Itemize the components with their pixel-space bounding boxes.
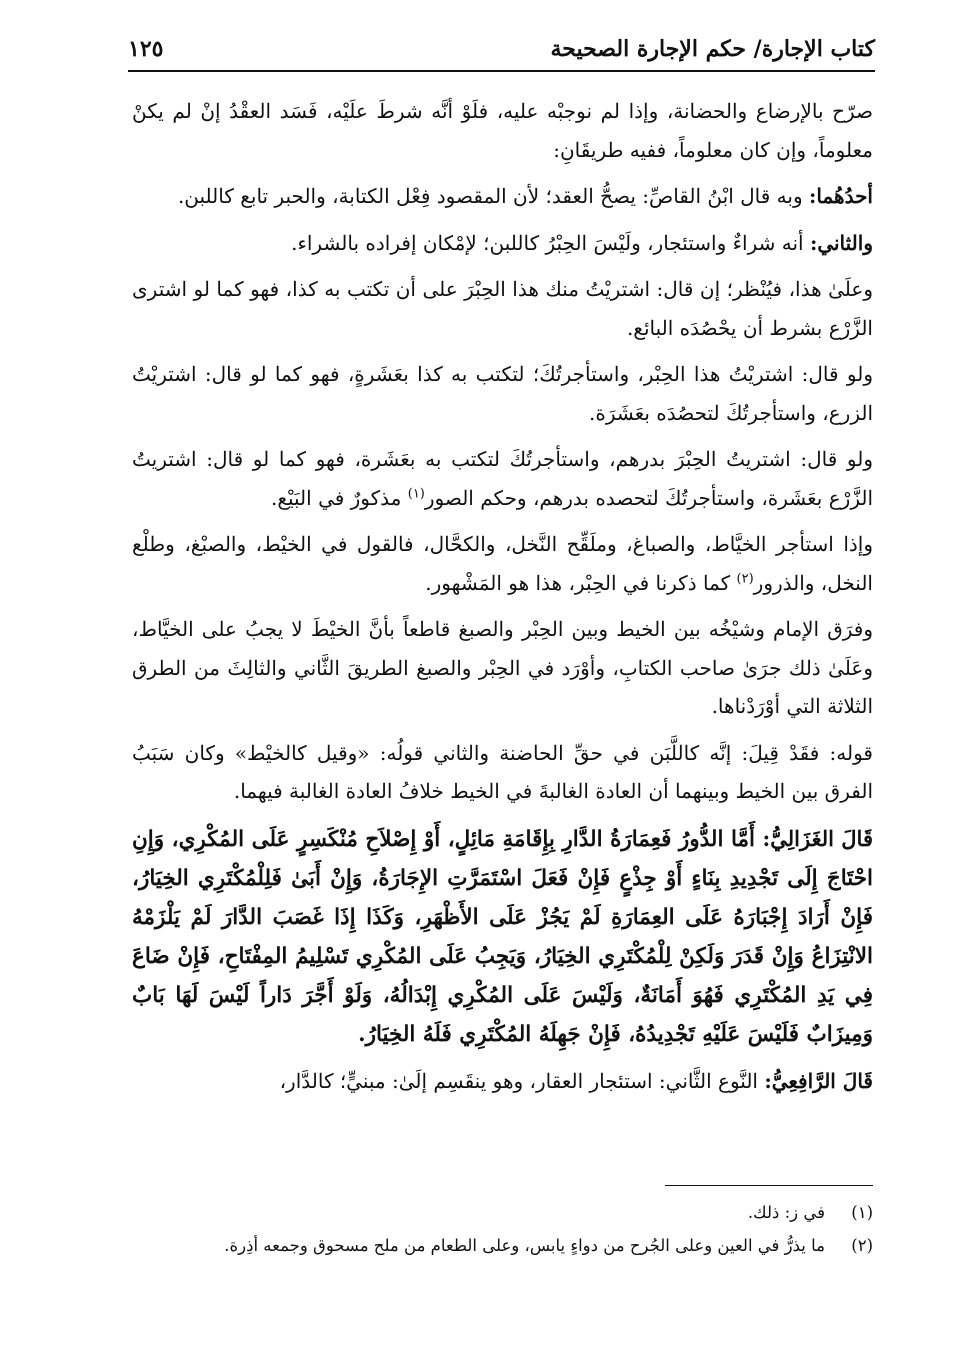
footnote-number: (٢) xyxy=(851,1236,873,1255)
running-header xyxy=(128,28,875,72)
page-number: ١٢٥ xyxy=(128,36,164,62)
footnote xyxy=(132,1229,873,1262)
footnotes xyxy=(132,1185,873,1262)
footnote-ref[interactable]: (٢) xyxy=(736,570,754,586)
paragraph: أحدُهُما: وبه قال ابْنُ القاصِّ: يصحُّ العقد؛ لأن المقصود فِعْل الكتابة، والحبر تابع كاللبن. xyxy=(177,184,873,208)
footnote-text: ما يذرُّ في العين وعلى الجُرح من دواءٍ يابس، وعلى الطعام من ملح مسحوق وجمعه أذِرة. xyxy=(224,1236,825,1255)
paragraph: وإذا استأجر الخيَّاط، والصباغ، وملَقِّح النَّخل، والكحَّال، فالقول في الخيْط، والصبْغ، وطلْع النخل، والذرور$^{(٢)}$ كما ذكرنا في الحِبْر، هذا هو المَشْهور. xyxy=(132,532,873,595)
footnote-divider xyxy=(665,1185,873,1186)
paragraph: وعلَىٰ هذا، فيُنْظر؛ إن قال: اشتريْتُ منك هذا الحِبْرَ على أن تكتب به كذا، فهو كما لو اشترى الزَّرْع بشرط أن يحْصُدَه البائع. xyxy=(132,277,873,340)
footnote-text: في ز: ذلك. xyxy=(747,1203,825,1222)
paragraph: قَالَ الرَّافِعِيُّ: النَّوع الثَّاني: استئجار العقار، وهو ينقَسِم إلَىٰ: مبنيٍّ؛ كالدَّار، xyxy=(279,1068,873,1093)
quoted-matn: قَالَ الغَزَالِيُّ: أَمَّا الدُّورُ فَعِمَارَةُ الدَّارِ بِإِقَامَةِ مَائِلٍ، أَوْ إِصْلاَحِ مُنْكَسِرٍ عَلَى المُكْرِي، وَإِنِ احْتَاجَ إِلَى تَجْدِيدِ بِنَاءٍ أَوْ جِذْعٍ فَإِنْ فَعَلَ اسْتَمَرَّتِ الإِجَارَةُ، وَإِنْ أَبَىٰ فَلِلْمُكْتَرِي الخِيَارُ، فَإِنْ أَرَادَ إِجْبَارَهُ عَلَى العِمَارَةِ لَمْ يَجُزْ عَلَى الأَظْهَرِ، وَكَذَا إِذَا غَصَبَ الدَّارَ لَمْ يَلْزَمْهُ الانْتِزَاعُ وَإِنْ قَدَرَ وَلَكِنْ لِلْمُكْتَرِي الخِيَارُ، وَيَجِبُ عَلَى المُكْرِي تَسْلِيمُ المِفْتَاحِ، فَإِنْ ضَاعَ فِي يَدِ المُكْتَرِي فَهُوَ أَمَانَةٌ، وَلَيْسَ عَلَى المُكْرِي إِبْدَالُهُ، وَلَوْ أَجَّرَ دَاراً لَيْسَ لَهَا بَابٌ وَمِيزَابٌ فَلَيْسَ عَلَيْهِ تَجْدِيدُهُ، فَإِنْ جَهِلَهُ المُكْتَرِي فَلَهُ الخِيَارُ. xyxy=(132,825,873,1047)
paragraph: ولو قال: اشتريتُ الحِبْرَ بدرهم، واستأجرتُكَ لتكتب به بعَشَرة، فهو كما لو قال: اشتريتُ الزَّرْع بعَشَرة، واستأجرتُكَ لتحصده بدرهم، وحكم الصور$^{(١)}$ مذكورٌ في البَيْع. xyxy=(132,447,873,510)
chapter-title: كتاب الإجارة/ حكم الإجارة الصحيحة xyxy=(550,36,875,62)
paragraph-lead: أحدُهُما: xyxy=(808,184,873,208)
paragraph-lead: قَالَ الغَزَالِيُّ: xyxy=(762,825,873,851)
paragraph: قوله: فقَدْ قِيلَ: إنَّه كاللَّبَن في حقِّ الحاضنة والثاني قولُه: «وقيل كالخيْط» وكان سَبَبُ الفرق بين الخيط وبينهما أن العادة الغالبةَ في الخيط خلافُ العادة الغالبة فيهما. xyxy=(132,740,873,803)
footnote-number: (١) xyxy=(851,1203,873,1222)
footnote xyxy=(132,1196,873,1229)
paragraph: صرّح بالإرضاع والحضانة، وإذا لم نوجبْه عليه، فلَوْ أنَّه شرطَ علَيْه، فَسَد العقْدُ إنْ لم يكنْ معلوماً، وإن كان معلوماً، ففيه طريقَانِ: xyxy=(132,99,873,162)
footnote-ref[interactable]: (١) xyxy=(407,485,425,501)
main-text xyxy=(132,92,873,1108)
paragraph: والثاني: أنه شراءٌ واستئجار، ولَيْسَ الحِبْرُ كاللبن؛ لإمْكان إفراده بالشراء. xyxy=(291,230,873,255)
paragraph: ولو قال: اشتريْتُ هذا الحِبْر، واستأجرتُكَ؛ لتكتب به كذا بعَشَرةٍ، فهو كما لو قال: اشتريْتُ الزرع، واستأجرتُكَ لتحصُدَه بعَشَرَة. xyxy=(132,362,873,425)
paragraph-lead: قَالَ الرَّافِعِيُّ: xyxy=(764,1068,873,1093)
paragraph-lead: والثاني: xyxy=(809,230,873,255)
paragraph: وفرَق الإمام وشيْخُه بين الخيط وبين الحِبْر والصبغ قاطعاً بأنَّ الخيْطَ لا يجبُ على الخيَّاط، وعَلَىٰ ذلك جرَىٰ صاحب الكتابِ، وأوْرَد في الحِبْر والصبغ الطريقَ الثَّاني والثالِثَ من الطرق الثلاثة التي أوْرَدْناها. xyxy=(132,617,873,718)
